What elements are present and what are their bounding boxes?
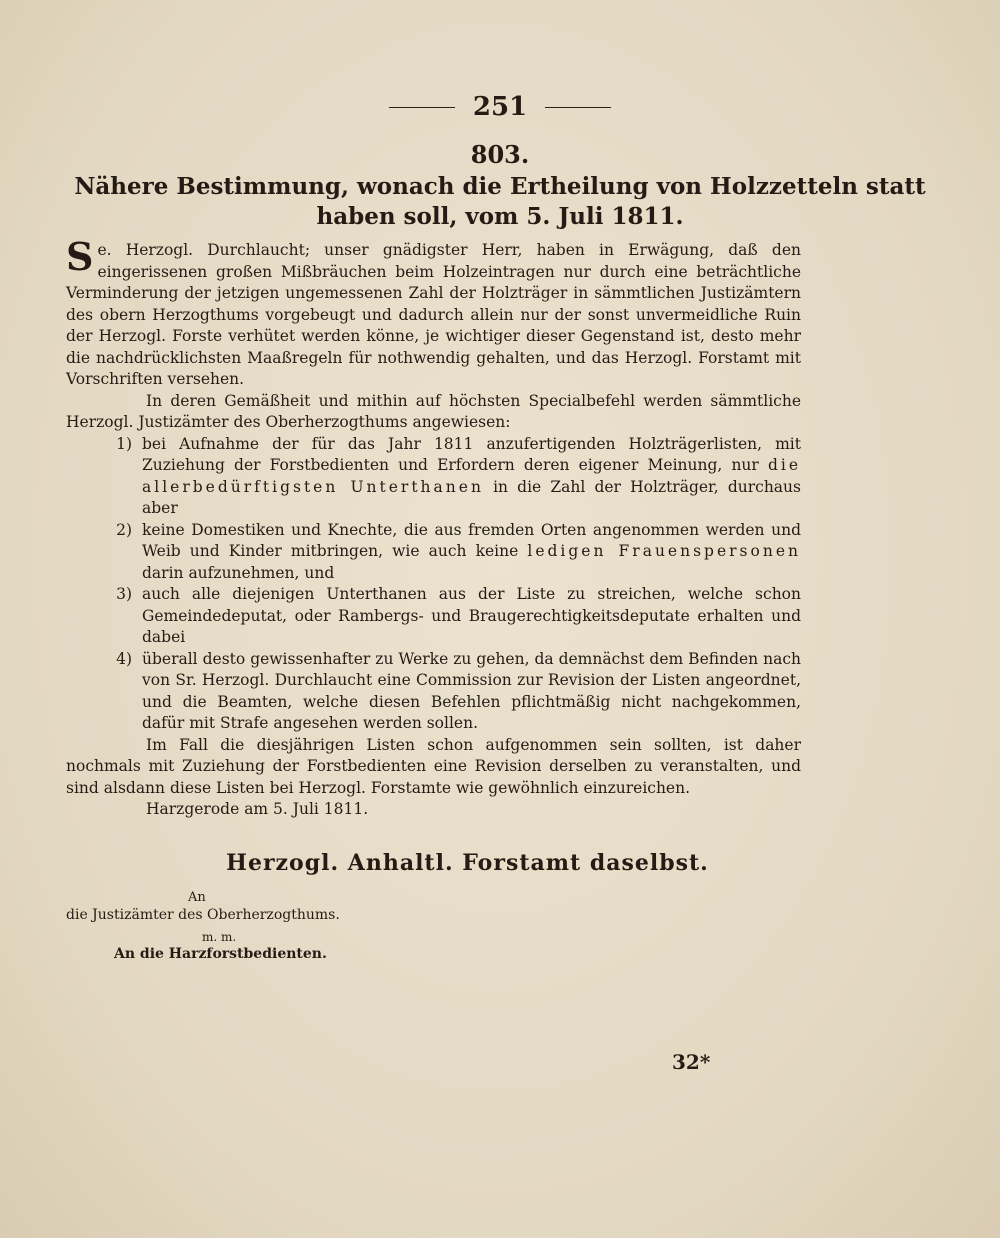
instruction-list xyxy=(66,434,801,735)
address-recipient-2: An die Harzforstbedienten. xyxy=(114,946,327,962)
list-item-text: überall desto gewissenhafter zu Werke zu gehen, da demnächst dem Befinden nach von Sr. Herzogl. Durchlaucht eine Commission zur Revision der Listen angeordnet, und die Beamten, welche diesen Befehlen pflichtmäßig nicht nachgekommen, dafür mit Strafe angesehen werden sollen. xyxy=(142,649,801,732)
address-an: An xyxy=(188,890,206,905)
signature: Herzogl. Anhaltl. Forstamt daselbst. xyxy=(226,850,709,876)
list-item-text-b: in die Zahl der Holzträger, durchaus aber xyxy=(142,477,801,517)
list-item-number: 1) xyxy=(116,434,132,453)
list-item-text-a: keine Domestiken und Knechte, die aus fremden Orten angenommen werden und Weib und Kinder mitbringen, wie auch keine xyxy=(142,520,801,560)
document-body xyxy=(66,234,801,821)
list-item xyxy=(66,434,801,520)
header-rule-left xyxy=(389,107,455,108)
list-item xyxy=(66,649,801,735)
list-item xyxy=(66,584,801,649)
paragraph-3: Im Fall die diesjährigen Listen schon aufgenommen sein sollten, ist daher nochmals mit Zuziehung der Forstbedienten eine Revision derselben zu veranstalten, und sind alsdann diese Listen bei Herzogl. Forstamte wie gewöhnlich einzureichen. xyxy=(66,735,801,797)
paragraph-2: In deren Gemäßheit und mithin auf höchsten Specialbefehl werden sämmtliche Herzogl. Justizämter des Oberherzogthums angewiesen: xyxy=(66,391,801,431)
address-mm: m. m. xyxy=(202,930,237,944)
intro-paragraph xyxy=(66,234,801,391)
list-item-emphasis: ledigen Frauenspersonen xyxy=(527,542,801,560)
list-item-emphasis: die allerbedürftigsten Unterthanen xyxy=(142,456,801,496)
list-item-text xyxy=(142,520,801,585)
list-item-number: 2) xyxy=(116,520,132,539)
list-item-text-a: bei Aufnahme der für das Jahr 1811 anzufertigenden Holzträgerlisten, mit Zuziehung der Forstbedienten und Erfordern deren eigener Meinung, nur xyxy=(142,434,801,474)
list-item-text xyxy=(142,434,801,520)
address-recipient-1: die Justizämter des Oberherzogthums. xyxy=(66,907,340,923)
sheet-mark: 32* xyxy=(672,1050,711,1074)
list-item-number: 3) xyxy=(116,585,132,603)
document-title: Nähere Bestimmung, wonach die Ertheilung von Holzzetteln statt haben soll, vom 5. Juli 1811. xyxy=(74,173,926,230)
list-item-number: 4) xyxy=(116,649,132,668)
date-line: Harzgerode am 5. Juli 1811. xyxy=(146,800,369,818)
intro-text: e. Herzogl. Durchlaucht; unser gnädigster Herr, haben in Erwägung, daß den eingerissenen großen Mißbräuchen beim Holzeintragen nur durch eine beträchtliche Verminderung der jetzigen ungemessenen Zahl der Holzträger in sämmtlichen Justizämtern des obern Herzogthums vorgebeugt und dadurch allein nur der sonst unvermeidliche Ruin der Herzogl. Forste verhütet werden könne, je wichtiger dieser Gegenstand ist, desto mehr die nachdrücklichsten Maaßregeln für nothwendig gehalten, und das Herzogl. Forstamt mit Vorschriften versehen. xyxy=(66,241,801,388)
page-number: 251 xyxy=(472,92,528,122)
list-item-text: auch alle diejenigen Unterthanen aus der Liste zu streichen, welche schon Gemeindedeputat, oder Rambergs- und Braugerechtigkeitsdeputate erhalten und dabei xyxy=(142,585,801,646)
list-item xyxy=(66,520,801,585)
page-header xyxy=(0,92,1000,122)
list-item-text-b: darin aufzunehmen, und xyxy=(142,563,335,582)
document-number: 803. xyxy=(470,140,530,169)
header-rule-right xyxy=(545,107,611,108)
drop-cap: S xyxy=(66,234,94,279)
